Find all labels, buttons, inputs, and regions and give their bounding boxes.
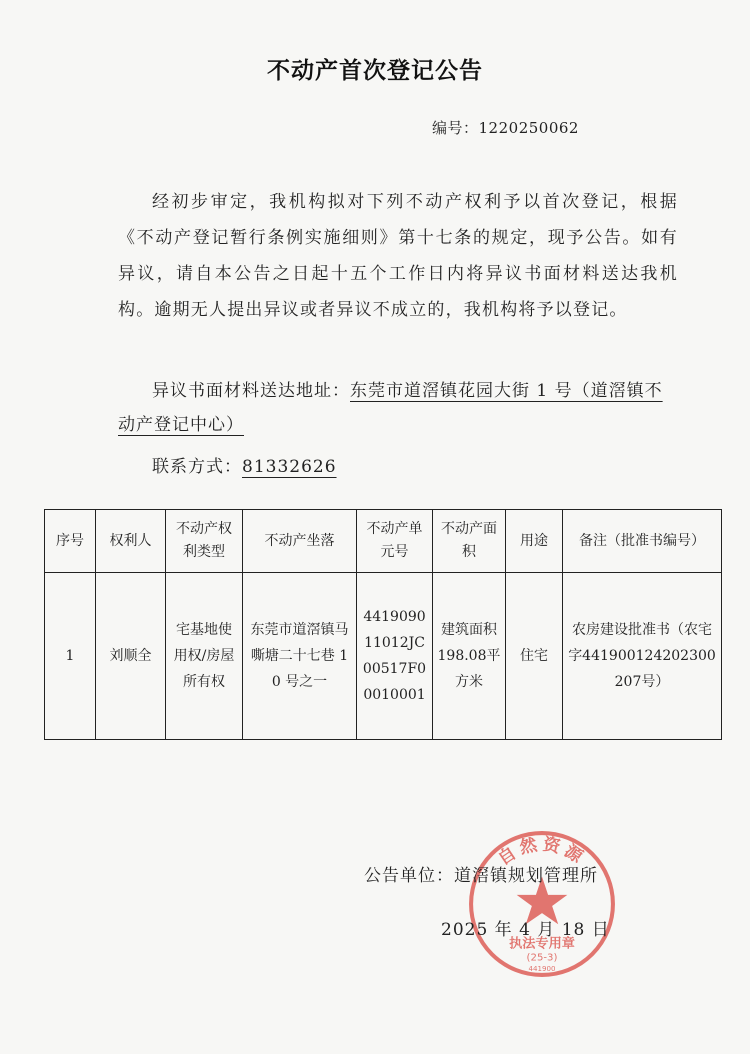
number-label: 编号： xyxy=(432,119,479,137)
header-location: 不动产坐落 xyxy=(243,510,357,573)
contact-value: 81332626 xyxy=(242,457,337,477)
announcement-body: 经初步审定，我机构拟对下列不动产权利予以首次登记，根据《不动产登记暂行条例实施细则》第十七条的规定，现予公告。如有异议，请自本公告之日起十五个工作日内将异议书面材料送达我机构。逾期无人提出异议或者异议不成立的，我机构将予以登记。 xyxy=(118,192,678,320)
seal-bottom-text: 441900 xyxy=(528,963,556,973)
header-unit-number: 不动产单元号 xyxy=(357,510,433,573)
document-number xyxy=(432,117,579,138)
header-usage: 用途 xyxy=(506,510,563,573)
objection-address-value: 东莞市道滘镇花园大街 1 号（道滘镇不动产登记中心） xyxy=(118,381,663,435)
announcement-date: 2025 年 4 月 18 日 xyxy=(441,920,610,940)
announcer-label: 公告单位： xyxy=(364,866,454,886)
table-header-row xyxy=(45,510,722,573)
cell-area: 建筑面积198.08平方米 xyxy=(433,573,506,740)
header-owner: 权利人 xyxy=(96,510,166,573)
cell-index: 1 xyxy=(45,573,96,740)
official-seal xyxy=(466,828,618,980)
header-right-type: 不动产权利类型 xyxy=(166,510,243,573)
page-title: 不动产首次登记公告 xyxy=(267,58,483,84)
cell-right-type: 宅基地使用权/房屋所有权 xyxy=(166,573,243,740)
cell-unit-number: 441909011012JC00517F00010001 xyxy=(357,573,433,740)
seal-middle-text: 执法专用章 xyxy=(509,936,575,952)
header-area: 不动产面积 xyxy=(433,510,506,573)
cell-location: 东莞市道滘镇马嘶塘二十七巷 10 号之一 xyxy=(243,573,357,740)
seal-top-text: 自然资源 xyxy=(494,834,590,870)
cell-remark: 农房建设批准书（农宅字441900124202300207号） xyxy=(563,573,722,740)
objection-address xyxy=(118,374,678,442)
table-row xyxy=(45,573,722,740)
contact-label: 联系方式： xyxy=(152,457,242,477)
seal-code-text: (25-3) xyxy=(526,952,558,964)
header-index: 序号 xyxy=(45,510,96,573)
announcer-value: 道滘镇规划管理所 xyxy=(454,866,598,886)
cell-usage: 住宅 xyxy=(506,573,563,740)
number-value: 1220250062 xyxy=(478,119,579,137)
objection-address-label: 异议书面材料送达地址： xyxy=(152,381,350,401)
cell-owner: 刘顺全 xyxy=(96,573,166,740)
announcer xyxy=(364,861,598,886)
contact-info xyxy=(152,452,337,477)
header-remark: 备注（批准书编号） xyxy=(563,510,722,573)
registration-table xyxy=(44,509,722,740)
